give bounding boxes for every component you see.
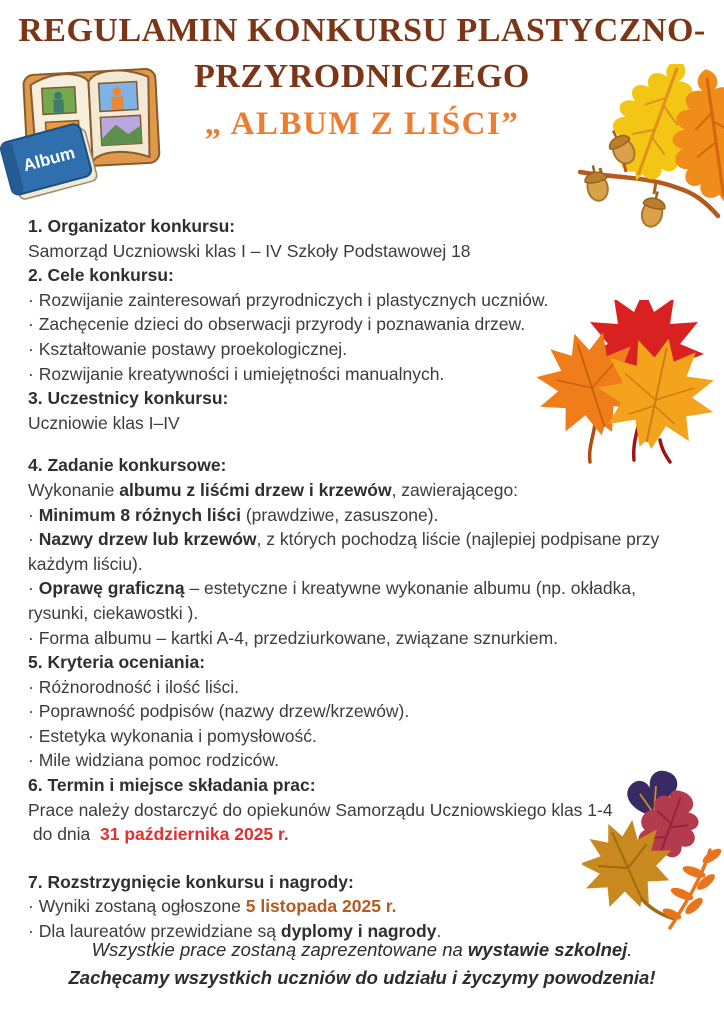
text-segment: · Estetyka wykonania i pomysłowość.: [28, 725, 317, 746]
text-segment: · Zachęcenie dzieci do obserwacji przyrody i poznawania drzew.: [28, 314, 526, 335]
text-segment: 5. Kryteria oceniania:: [28, 652, 206, 673]
text-segment: , zawierającego:: [391, 479, 519, 500]
text-segment: 5 listopada 2025 r.: [245, 896, 397, 917]
section-3-text: [28, 411, 690, 436]
text-segment: · Poprawność podpisów (nazwy drzew/krzewów).: [28, 701, 410, 722]
bullet: [28, 503, 690, 528]
text-segment: Prace należy dostarczyć do opiekunów Samorządu Uczniowskiego klas 1-4: [28, 799, 613, 820]
bullet: [28, 626, 690, 651]
page-subtitle: „ ALBUM Z LIŚCI”: [204, 106, 520, 142]
text-segment: dyplomy i nagrody: [280, 921, 437, 942]
text-segment: ·: [28, 578, 39, 599]
text-segment: (prawdziwe, zasuszone).: [240, 504, 439, 525]
text-segment: 1. Organizator konkursu:: [28, 216, 236, 236]
text-segment: · Kształtowanie postawy proekologicznej.: [28, 338, 348, 359]
header: [0, 8, 724, 146]
bullet: [28, 527, 690, 576]
section-4-text: [28, 478, 690, 503]
text-segment: Minimum 8 różnych liści: [38, 504, 241, 525]
text-segment: · Dla laureatów przewidziane są: [28, 921, 281, 942]
text-segment: ·: [28, 529, 39, 550]
bullet: [28, 337, 690, 362]
section-2-heading: [28, 263, 690, 288]
deadline-line: [28, 822, 690, 847]
section-3-heading: [28, 386, 690, 411]
section-6-text: [28, 798, 690, 823]
section-6-heading: [28, 773, 690, 798]
section-7-heading: [28, 870, 690, 895]
footer-line1-period: .: [627, 939, 633, 960]
bullet: [28, 699, 690, 724]
footer-line1-bold: wystawie szkolnej: [467, 939, 628, 960]
text-segment: Uczniowie klas I–IV: [28, 412, 180, 433]
text-segment: 2. Cele konkursu:: [28, 265, 174, 286]
text-segment: 4. Zadanie konkursowe:: [28, 455, 227, 476]
footer: [0, 936, 724, 992]
text-segment: Wykonanie: [28, 479, 120, 500]
text-segment: · Rozwijanie kreatywności i umiejętności manualnych.: [28, 363, 445, 384]
footer-line1: [0, 936, 724, 964]
text-segment: ·: [28, 504, 39, 525]
footer-line2: Zachęcamy wszystkich uczniów do udziału i życzymy powodzenia!: [68, 967, 656, 988]
text-segment: · Forma albumu – kartki A-4, przedziurkowane, związane sznurkiem.: [28, 627, 559, 648]
text-segment: · Różnorodność i ilość liści.: [28, 676, 240, 697]
bullet: [28, 312, 690, 337]
section-4-heading: [28, 453, 690, 478]
bullet: [28, 675, 690, 700]
text-segment: Samorząd Uczniowski klas I – IV Szkoły Podstawowej 18: [28, 240, 471, 261]
text-segment: , z których pochodzą liście (najlepiej podpisane przy każdym liściu).: [28, 529, 660, 574]
spacer: [28, 847, 690, 870]
section-1-heading: [28, 214, 690, 239]
page-title-line1: REGULAMIN KONKURSU PLASTYCZNO-: [18, 12, 706, 49]
page-title-line2: PRZYRODNICZEGO: [194, 58, 530, 95]
text-segment: 31 października 2025 r.: [100, 824, 289, 845]
bullet: [28, 724, 690, 749]
text-segment: .: [436, 921, 442, 942]
text-segment: · Mile widziana pomoc rodziców.: [28, 750, 279, 771]
bullet: [28, 288, 690, 313]
text-segment: · Rozwijanie zainteresowań przyrodniczych i plastycznych uczniów.: [28, 289, 549, 310]
bullet: [28, 748, 690, 773]
text-segment: Nazwy drzew lub krzewów: [38, 529, 257, 550]
acorn-icon: [582, 163, 611, 203]
spacer: [28, 435, 690, 453]
text-segment: do dnia: [28, 824, 100, 845]
text-segment: 6. Termin i miejsce składania prac:: [28, 775, 316, 796]
text-segment: albumu z liśćmi drzew i krzewów: [119, 479, 392, 500]
document-body: [28, 214, 690, 944]
section-5-heading: [28, 650, 690, 675]
bullet: [28, 362, 690, 387]
text-segment: 7. Rozstrzygnięcie konkursu i nagrody:: [28, 871, 354, 892]
text-segment: · Wyniki zostaną ogłoszone: [28, 896, 246, 917]
bullet: [28, 576, 690, 625]
footer-line1-regular: Wszystkie prace zostaną zaprezentowane na: [91, 939, 468, 960]
bullet: [28, 894, 690, 919]
text-segment: Oprawę graficzną: [38, 578, 185, 599]
section-1-text: [28, 239, 690, 264]
album-cover-label: Album: [21, 143, 78, 176]
text-segment: 3. Uczestnicy konkursu:: [28, 388, 229, 409]
text-segment: – estetyczne i kreatywne wykonanie albumu (np. okładka, rysunki, ciekawostki ).: [28, 578, 636, 623]
